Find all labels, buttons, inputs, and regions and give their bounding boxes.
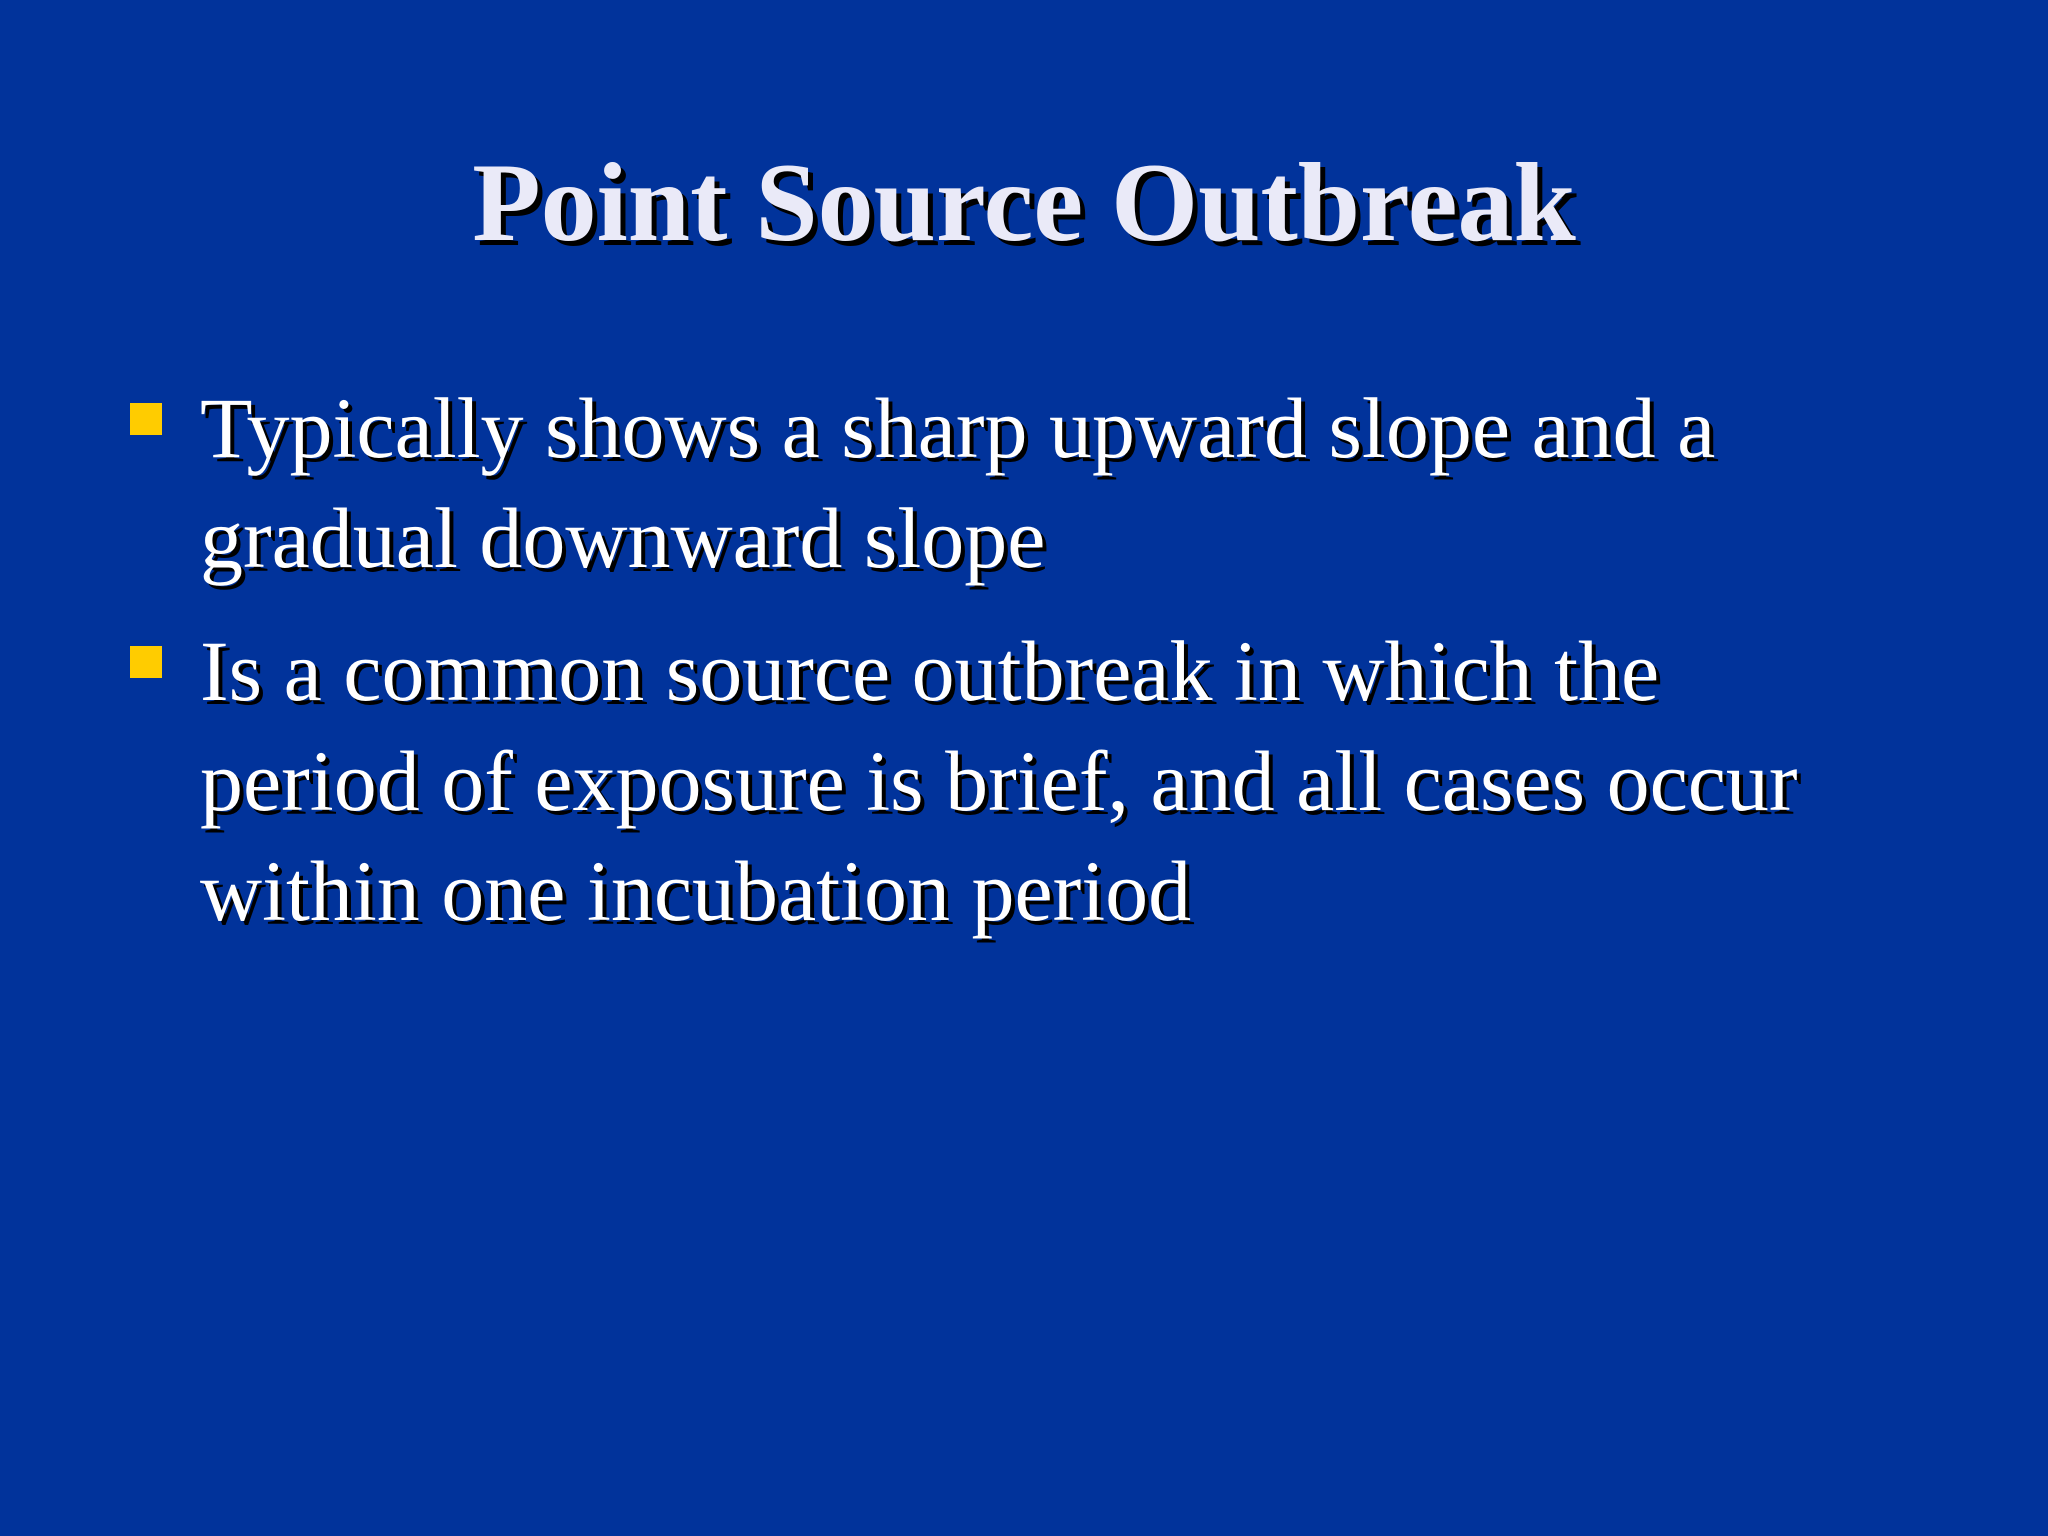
bullet-text bbox=[200, 616, 1960, 946]
bullet-text bbox=[200, 373, 1960, 593]
square-bullet-icon bbox=[130, 646, 162, 678]
bullet-line: Is a common source outbreak in which the bbox=[200, 623, 1660, 719]
square-bullet-icon bbox=[130, 403, 162, 435]
bullet-line: period of exposure is brief, and all cases occur bbox=[200, 733, 1798, 829]
bullet-line: gradual downward slope bbox=[200, 490, 1046, 586]
bullet-line: Typically shows a sharp upward slope and a bbox=[200, 380, 1716, 476]
bullet-line: within one incubation period bbox=[200, 843, 1192, 939]
slide-title: Point Source Outbreak bbox=[472, 141, 1576, 265]
